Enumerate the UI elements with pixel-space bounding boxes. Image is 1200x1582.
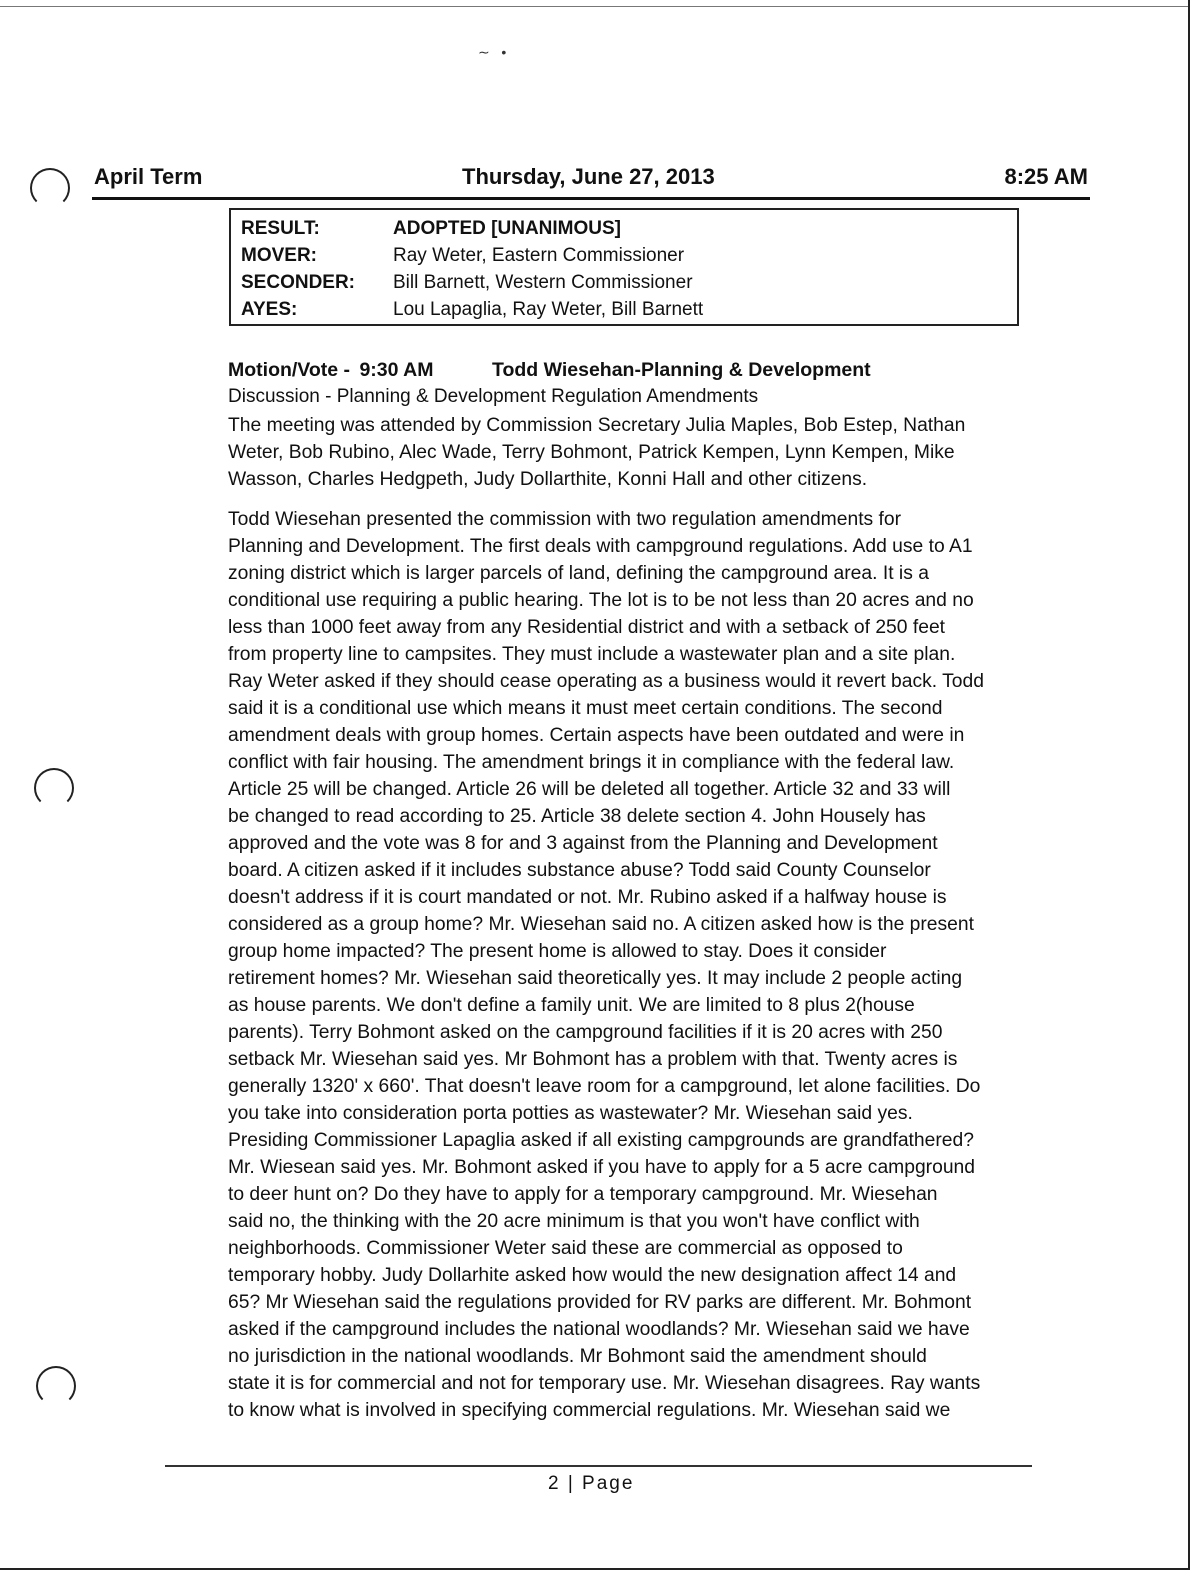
vote-result-box: [229, 208, 1019, 326]
paragraph-line: Weter, Bob Rubino, Alec Wade, Terry Bohmont, Patrick Kempen, Lynn Kempen, Mike: [228, 442, 955, 463]
header-divider: [92, 197, 1090, 200]
seconder-label: SECONDER:: [241, 272, 356, 293]
paragraph-line: generally 1320' x 660'. That doesn't leave room for a campground, let alone facilities. Do: [228, 1076, 981, 1097]
motion-label: Motion/Vote -: [228, 359, 351, 381]
motion-time: 9:30 AM: [359, 359, 434, 381]
paragraph-line: be changed to read according to 25. Article 38 delete section 4. John Housely has: [228, 806, 926, 827]
punch-hole-icon: [36, 1366, 76, 1406]
paragraph-line: temporary hobby. Judy Dollarhite asked how would the new designation affect 14 and: [228, 1265, 957, 1286]
motion-presenter: Todd Wiesehan-Planning & Development: [492, 359, 871, 381]
paragraph-line: approved and the vote was 8 for and 3 against from the Planning and Development: [228, 833, 938, 854]
result-label: RESULT:: [241, 218, 320, 239]
meeting-date: Thursday, June 27, 2013: [462, 164, 715, 189]
discussion-paragraph: [228, 506, 984, 1424]
paragraph-line: The meeting was attended by Commission Secretary Julia Maples, Bob Estep, Nathan: [228, 415, 966, 436]
paragraph-line: 65? Mr Wiesehan said the regulations provided for RV parks are different. Mr. Bohmont: [228, 1292, 972, 1313]
paragraph-line: setback Mr. Wiesehan said yes. Mr Bohmont has a problem with that. Twenty acres is: [228, 1049, 958, 1070]
mover-label: MOVER:: [241, 245, 317, 266]
paragraph-line: doesn't address if it is court mandated or not. Mr. Rubino asked if a halfway house is: [228, 887, 947, 908]
paragraph-line: board. A citizen asked if it includes substance abuse? Todd said County Counselor: [228, 860, 931, 881]
scan-edge-top: [0, 6, 1190, 7]
motion-heading: [228, 359, 871, 382]
paragraph-line: from property line to campsites. They must include a wastewater plan and a site plan.: [228, 644, 956, 665]
scan-edge-bottom: [0, 1568, 1190, 1570]
ayes-value: Lou Lapaglia, Ray Weter, Bill Barnett: [393, 299, 704, 320]
paragraph-line: to deer hunt on? Do they have to apply for a temporary campground. Mr. Wiesehan: [228, 1184, 938, 1205]
paragraph-line: asked if the campground includes the national woodlands? Mr. Wiesehan said we have: [228, 1319, 970, 1340]
mover-value: Ray Weter, Eastern Commissioner: [393, 245, 685, 266]
footer-divider: [165, 1465, 1032, 1467]
paragraph-line: amendment deals with group homes. Certain aspects have been outdated and were in: [228, 725, 965, 746]
paragraph-line: conflict with fair housing. The amendment brings it in compliance with the federal law.: [228, 752, 955, 773]
paragraph-line: considered as a group home? Mr. Wiesehan said no. A citizen asked how is the present: [228, 914, 974, 935]
discussion-topic: Discussion - Planning & Development Regulation Amendments: [228, 386, 759, 407]
paragraph-line: as house parents. We don't define a family unit. We are limited to 8 plus 2(house: [228, 995, 915, 1016]
page-number: 2 | Page: [548, 1473, 635, 1494]
punch-hole-icon: [30, 168, 70, 208]
paragraph-line: parents). Terry Bohmont asked on the campground facilities if it is 20 acres with 250: [228, 1022, 943, 1043]
paragraph-line: to know what is involved in specifying commercial regulations. Mr. Wiesehan said we: [228, 1400, 951, 1421]
paragraph-line: Wasson, Charles Hedgpeth, Judy Dollarthite, Konni Hall and other citizens.: [228, 469, 868, 490]
paragraph-line: Presiding Commissioner Lapaglia asked if all existing campgrounds are grandfathered?: [228, 1130, 974, 1151]
paragraph-line: said it is a conditional use which means it must meet certain conditions. The second: [228, 698, 943, 719]
scan-artifact-mark: ∼ •: [478, 44, 507, 60]
paragraph-line: said no, the thinking with the 20 acre minimum is that you won't have conflict with: [228, 1211, 920, 1232]
paragraph-line: you take into consideration porta potties as wastewater? Mr. Wiesehan said yes.: [228, 1103, 913, 1124]
paragraph-line: no jurisdiction in the national woodlands. Mr Bohmont said the amendment should: [228, 1346, 927, 1367]
result-value: ADOPTED [UNANIMOUS]: [393, 218, 621, 239]
paragraph-line: Planning and Development. The first deals with campground regulations. Add use to A1: [228, 536, 973, 557]
paragraph-line: group home impacted? The present home is allowed to stay. Does it consider: [228, 941, 887, 962]
paragraph-line: less than 1000 feet away from any Residential district and with a setback of 250 feet: [228, 617, 946, 638]
paragraph-line: Mr. Wiesean said yes. Mr. Bohmont asked if you have to apply for a 5 acre campground: [228, 1157, 975, 1178]
page-header: [92, 160, 1090, 198]
meeting-time: 8:25 AM: [1004, 164, 1088, 189]
paragraph-line: conditional use requiring a public hearing. The lot is to be not less than 20 acres and no: [228, 590, 974, 611]
paragraph-line: Todd Wiesehan presented the commission with two regulation amendments for: [228, 509, 902, 530]
punch-hole-icon: [34, 768, 74, 808]
paragraph-line: state it is for commercial and not for temporary use. Mr. Wiesehan disagrees. Ray wants: [228, 1373, 981, 1394]
paragraph-line: neighborhoods. Commissioner Weter said these are commercial as opposed to: [228, 1238, 903, 1259]
scan-edge-right: [1188, 0, 1190, 1570]
seconder-value: Bill Barnett, Western Commissioner: [393, 272, 693, 293]
paragraph-line: retirement homes? Mr. Wiesehan said theoretically yes. It may include 2 people acting: [228, 968, 963, 989]
paragraph-line: zoning district which is larger parcels of land, defining the campground area. It is a: [228, 563, 929, 584]
attendance-paragraph: [228, 412, 965, 493]
term-label: April Term: [94, 164, 203, 189]
ayes-label: AYES:: [241, 299, 298, 320]
paragraph-line: Article 25 will be changed. Article 26 will be deleted all together. Article 32 and 33 will: [228, 779, 951, 800]
paragraph-line: Ray Weter asked if they should cease operating as a business would it revert back. Todd: [228, 671, 984, 692]
